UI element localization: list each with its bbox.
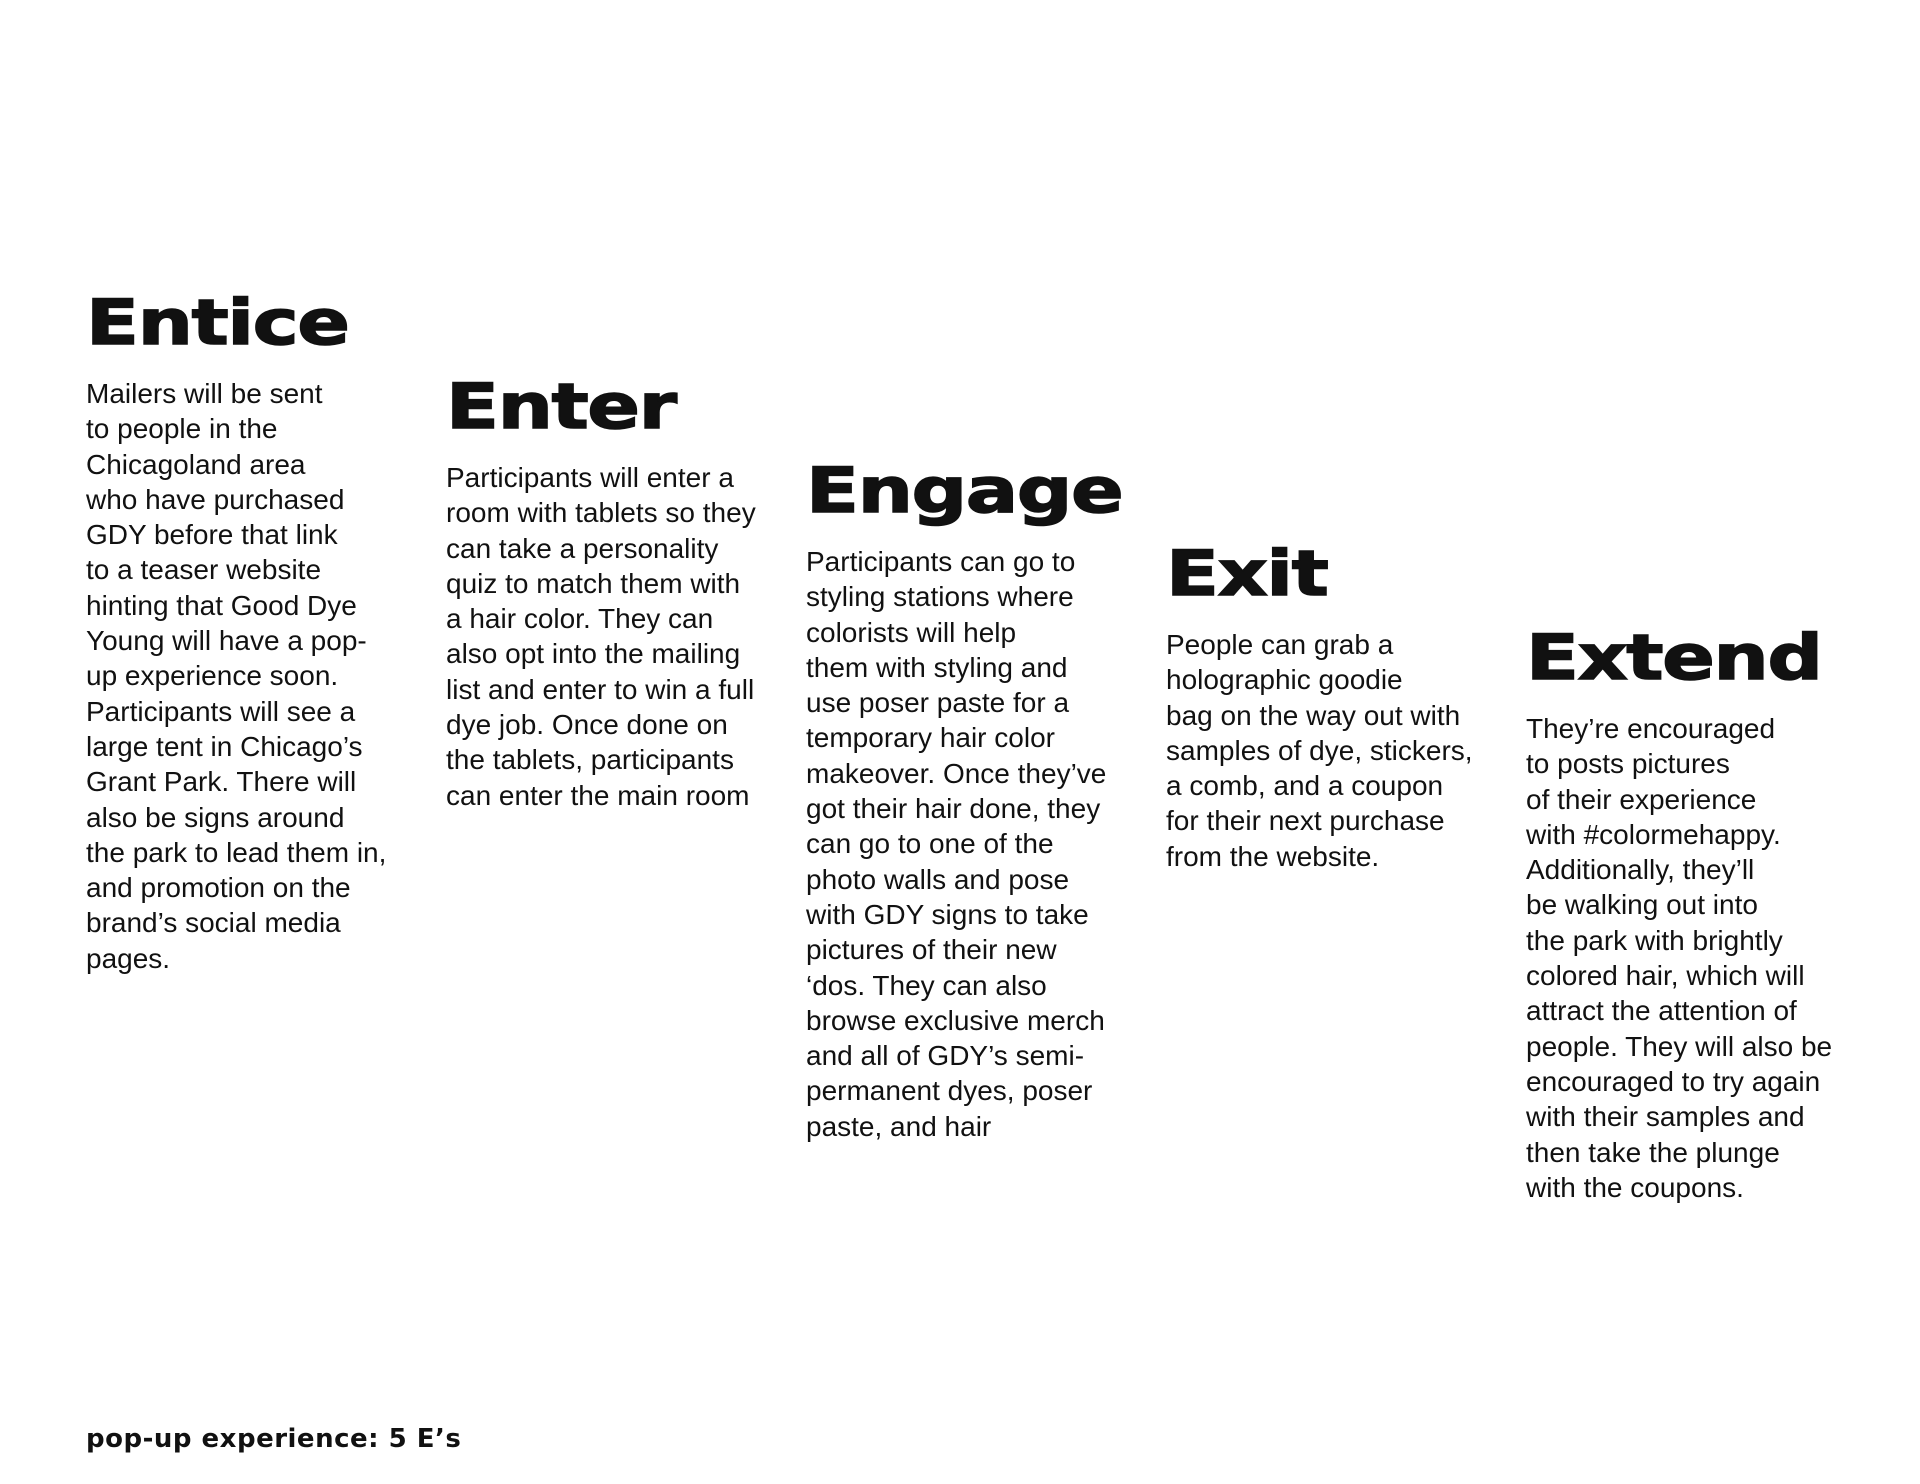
text-line: permanent dyes, poser bbox=[806, 1075, 1093, 1107]
text-line: samples of dye, stickers, bbox=[1166, 734, 1473, 766]
text-line: to a teaser website bbox=[86, 554, 322, 586]
text-line: pictures of their new bbox=[806, 934, 1057, 966]
text-line: brand’s social media bbox=[86, 907, 341, 939]
text-line: up experience soon. bbox=[86, 660, 339, 692]
text-line: list and enter to win a full bbox=[446, 673, 755, 705]
heading-enter: Enter bbox=[446, 370, 676, 443]
column-entice bbox=[86, 286, 416, 976]
text-line: hinting that Good Dye bbox=[86, 589, 357, 621]
text-line: can enter the main room bbox=[446, 779, 750, 811]
text-line: people. They will also be bbox=[1526, 1030, 1833, 1062]
text-line: and promotion on the bbox=[86, 872, 351, 904]
text-line: can take a personality bbox=[446, 532, 719, 564]
text-line: ‘dos. They can also bbox=[806, 969, 1047, 1001]
text-line: Mailers will be sent bbox=[86, 378, 323, 409]
text-line: for their next purchase bbox=[1166, 805, 1445, 837]
text-line: bag on the way out with bbox=[1166, 699, 1461, 731]
text-line: People can grab a bbox=[1166, 629, 1394, 660]
text-line: also opt into the mailing bbox=[446, 638, 741, 670]
body-exit bbox=[1166, 627, 1496, 874]
text-line: and all of GDY’s semi- bbox=[806, 1040, 1085, 1072]
text-line: Additionally, they’ll bbox=[1526, 854, 1755, 886]
text-line: quiz to match them with bbox=[446, 567, 741, 599]
column-extend bbox=[1526, 621, 1856, 1205]
text-line: to posts pictures bbox=[1526, 748, 1730, 780]
text-line: be walking out into bbox=[1526, 889, 1758, 921]
text-line: attract the attention of bbox=[1526, 995, 1797, 1027]
text-line: pages. bbox=[86, 942, 171, 974]
text-line: with #colormehappy. bbox=[1526, 818, 1781, 850]
text-line: with the coupons. bbox=[1526, 1171, 1744, 1203]
text-line: them with styling and bbox=[806, 651, 1068, 683]
text-line: then take the plunge bbox=[1526, 1136, 1780, 1168]
text-line: the park to lead them in, bbox=[86, 836, 387, 868]
text-line: to people in the bbox=[86, 413, 278, 445]
text-line: also be signs around bbox=[86, 801, 345, 833]
text-line: Young will have a pop- bbox=[86, 625, 367, 657]
text-line: makeover. Once they’ve bbox=[806, 757, 1107, 789]
text-line: Participants will see a bbox=[86, 695, 356, 727]
heading-entice: Entice bbox=[86, 286, 349, 359]
text-line: browse exclusive merch bbox=[806, 1004, 1105, 1036]
text-line: room with tablets so they bbox=[446, 497, 756, 529]
text-line: Participants can go to bbox=[806, 546, 1076, 577]
text-line: can go to one of the bbox=[806, 828, 1054, 860]
text-line: with GDY signs to take bbox=[806, 898, 1089, 930]
page-footer: pop-up experience: 5 E’s bbox=[86, 1424, 462, 1454]
text-line: with their samples and bbox=[1526, 1101, 1805, 1133]
text-line: styling stations where bbox=[806, 581, 1074, 613]
text-line: temporary hair color bbox=[806, 722, 1055, 754]
text-line: GDY before that link bbox=[86, 519, 338, 551]
text-line: Participants will enter a bbox=[446, 462, 734, 493]
text-line: the park with brightly bbox=[1526, 924, 1783, 956]
text-line: from the website. bbox=[1166, 840, 1380, 872]
text-line: the tablets, participants bbox=[446, 744, 734, 776]
heading-exit: Exit bbox=[1166, 537, 1328, 610]
text-line: photo walls and pose bbox=[806, 863, 1070, 895]
heading-engage: Engage bbox=[806, 454, 1123, 527]
text-line: colorists will help bbox=[806, 616, 1017, 648]
body-entice bbox=[86, 376, 416, 976]
text-line: Grant Park. There will bbox=[86, 766, 357, 798]
column-enter bbox=[446, 370, 776, 813]
body-enter bbox=[446, 460, 776, 813]
text-line: holographic goodie bbox=[1166, 664, 1403, 696]
text-line: They’re encouraged bbox=[1526, 713, 1776, 744]
text-line: got their hair done, they bbox=[806, 793, 1101, 825]
column-exit bbox=[1166, 537, 1496, 874]
heading-extend: Extend bbox=[1526, 621, 1822, 694]
text-line: use poser paste for a bbox=[806, 687, 1070, 719]
text-line: a comb, and a coupon bbox=[1166, 770, 1444, 802]
text-line: a hair color. They can bbox=[446, 603, 714, 635]
text-line: Chicagoland area bbox=[86, 448, 306, 480]
text-line: of their experience bbox=[1526, 783, 1757, 815]
text-line: colored hair, which will bbox=[1526, 960, 1805, 992]
text-line: dye job. Once done on bbox=[446, 709, 728, 741]
text-line: encouraged to try again bbox=[1526, 1065, 1821, 1097]
body-engage bbox=[806, 544, 1136, 1144]
text-line: large tent in Chicago’s bbox=[86, 730, 363, 762]
column-engage bbox=[806, 454, 1136, 1144]
body-extend bbox=[1526, 711, 1856, 1205]
text-line: paste, and hair bbox=[806, 1110, 992, 1142]
text-line: who have purchased bbox=[86, 483, 345, 515]
